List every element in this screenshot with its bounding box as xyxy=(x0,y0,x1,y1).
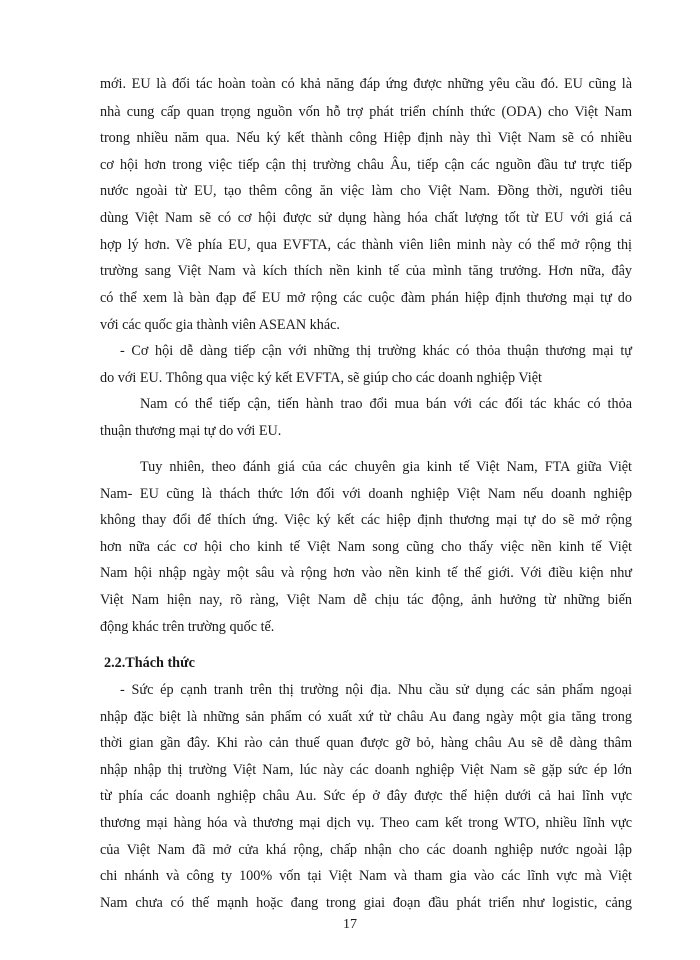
page-number: 17 xyxy=(343,917,357,932)
text-line: Việt Nam hiện nay, rõ ràng, Việt Nam dễ chịu tác động, ảnh hưởng từ những biến xyxy=(100,592,632,608)
text-line: hơn nữa các cơ hội cho kinh tế Việt Nam song cũng cho thấy việc nền kinh tế Việt xyxy=(100,538,632,555)
text-line: trường sang Việt Nam và kích thích nền kinh tế của mình tăng trưởng. Hơn nữa, đây xyxy=(100,263,632,280)
text-line: - Sức ép cạnh tranh trên thị trường nội địa. Nhu cầu sử dụng các sản phẩm ngoại xyxy=(120,681,632,698)
text-line: chi nhánh và công ty 100% vốn tại Việt Nam và tham gia vào các lĩnh vực mà Việt xyxy=(100,868,632,885)
text-line: không thay đổi để thích ứng. Việc ký kết các hiệp định thương mại tự do sẽ mở rộng xyxy=(100,512,632,529)
text-line: thương mại hàng hóa và thương mại dịch vụ. Theo cam kết trong WTO, nhiều lĩnh vực xyxy=(100,815,632,832)
text-line: từ phía các doanh nghiệp châu Au. Sức ép ở đây được thể hiện dưới cả hai lĩnh vực xyxy=(100,788,632,805)
text-line: thời gian gần đây. Khi rào cản thuế quan được gỡ bỏ, hàng châu Au sẽ dễ dàng thâm xyxy=(100,735,632,752)
text-line: với các quốc gia thành viên ASEAN khác. xyxy=(100,316,340,333)
text-line: Nam có thể tiếp cận, tiến hành trao đổi mua bán với các đối tác khác có thỏa xyxy=(140,396,632,413)
text-line: do với EU. Thông qua việc ký kết EVFTA, sẽ giúp cho các doanh nghiệp Việt xyxy=(100,369,542,386)
text-line: động khác trên trường quốc tế. xyxy=(100,618,275,635)
text-line: Nam hội nhập ngày một sâu và rộng hơn vào nền kinh tế thế giới. Với điều kiện như xyxy=(100,565,632,582)
section-heading: 2.2.Thách thức xyxy=(104,655,195,672)
text-line: Tuy nhiên, theo đánh giá của các chuyên gia kinh tế Việt Nam, FTA giữa Việt xyxy=(140,458,632,475)
text-line: nhập đặc biệt là những sản phẩm có xuất xứ từ châu Au đang ngày một gia tăng trong xyxy=(100,708,632,725)
text-line: nước ngoài từ EU, tạo thêm công ăn việc làm cho Việt Nam. Đồng thời, người tiêu xyxy=(100,183,632,200)
text-line: Nam chưa có thế mạnh hoặc đang trong giai đoạn đầu phát triển như logistic, cảng xyxy=(100,895,632,911)
text-line: nhập nhập thị trường Việt Nam, lúc này các doanh nghiệp Việt Nam sẽ gặp sức ép lớn xyxy=(100,761,632,778)
text-line: dùng Việt Nam sẽ có cơ hội được sử dụng hàng hóa chất lượng tốt từ EU với giá cả xyxy=(100,210,632,227)
text-line: trong nhiều năm qua. Nếu ký kết thành công Hiệp định này thì Việt Nam sẽ có nhiều xyxy=(100,130,632,147)
text-line: nhà cung cấp quan trọng nguồn vốn hỗ trợ phát triển chính thức (ODA) cho Việt Nam xyxy=(100,103,632,120)
text-line: của Việt Nam đã mở cửa khá rộng, chấp nhận cho các doanh nghiệp nước ngoài lập xyxy=(100,841,632,858)
text-line: - Cơ hội dễ dàng tiếp cận với những thị trường khác có thỏa thuận thương mại tự xyxy=(120,343,632,360)
text-line: cơ hội hơn trong việc tiếp cận thị trường châu Âu, tiếp cận các nguồn đầu tư trực tiếp xyxy=(100,156,632,173)
text-line: hợp lý hơn. Về phía EU, qua EVFTA, các thành viên liên minh này có thể mở rộng thị xyxy=(100,236,632,253)
text-line: mới. EU là đối tác hoàn toàn có khả năng đáp ứng được những yêu cầu đó. EU cũng là xyxy=(100,76,632,92)
text-line: Nam- EU cũng là thách thức lớn đối với doanh nghiệp Việt Nam nếu doanh nghiệp xyxy=(100,485,632,502)
text-line: thuận thương mại tự do với EU. xyxy=(100,423,282,440)
text-line: có thể xem là bàn đạp để EU mở rộng các cuộc đàm phán hiệp định thương mại tự do xyxy=(100,289,632,306)
